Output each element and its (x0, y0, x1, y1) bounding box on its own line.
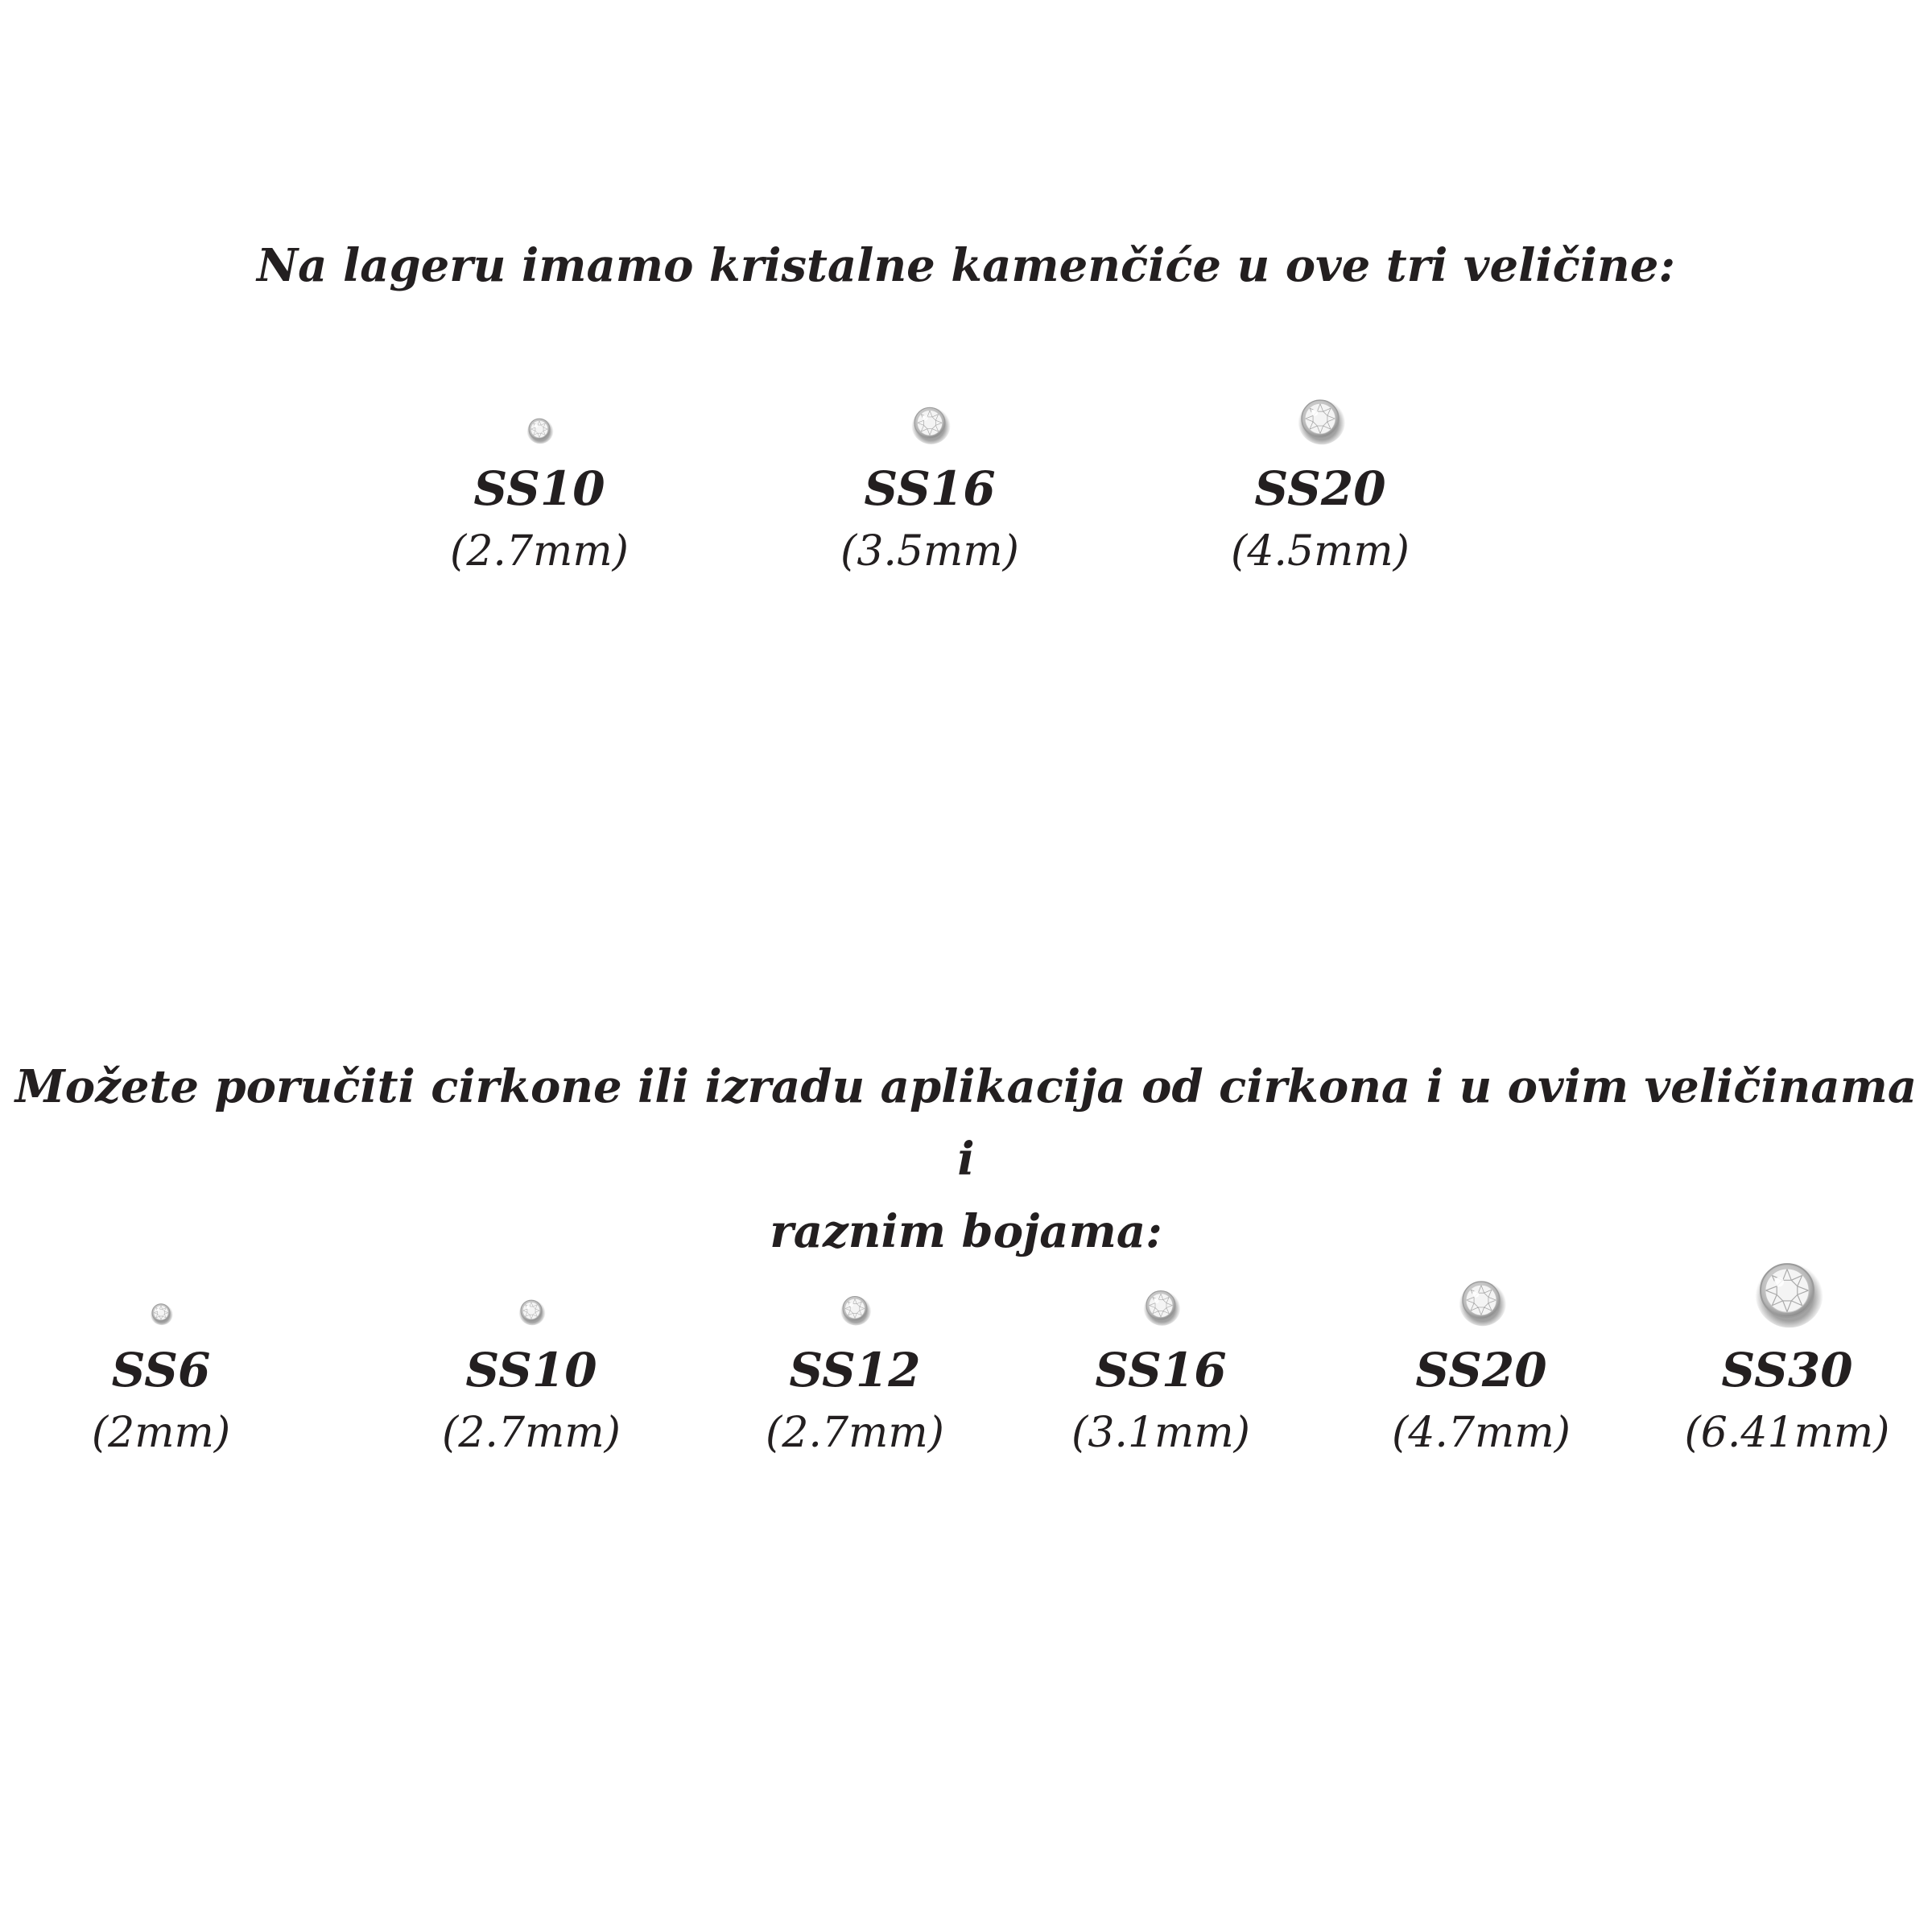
item-code: SS20 (1415, 1343, 1547, 1397)
crystal-rhinestone-icon (146, 1298, 175, 1327)
order-item-ss12 (710, 1220, 1000, 1461)
item-code: SS10 (465, 1343, 597, 1397)
item-code: SS6 (111, 1343, 211, 1397)
item-code: SS20 (1254, 461, 1386, 516)
item-size: (4.5mm) (1231, 527, 1410, 576)
order-item-ss10 (386, 1220, 676, 1461)
order-item-ss30 (1642, 1220, 1932, 1461)
order-heading-line1: Možete poručiti cirkone ili izradu aplikacija od cirkona i u ovim veličinama i (14, 1060, 1918, 1186)
item-size: (6.41mm) (1684, 1409, 1890, 1457)
crystal-rhinestone-icon (1136, 1281, 1185, 1330)
stock-item-ss16 (785, 338, 1075, 580)
crystal-rhinestone-icon (835, 1288, 876, 1329)
crystal-rhinestone-icon (1450, 1269, 1513, 1331)
item-size: (2.7mm) (442, 1409, 621, 1457)
crystal-rhinestone-icon (1289, 387, 1352, 450)
item-code: SS16 (864, 461, 996, 516)
item-size: (2.7mm) (450, 527, 629, 576)
order-heading-line2: raznim bojama: (770, 1205, 1162, 1258)
item-code: SS16 (1095, 1343, 1227, 1397)
order-item-ss20 (1336, 1220, 1626, 1461)
item-code: SS10 (473, 461, 605, 516)
item-size: (2.7mm) (766, 1409, 944, 1457)
order-item-ss16 (1016, 1220, 1306, 1461)
stock-item-ss10 (394, 338, 684, 580)
item-size: (2mm) (91, 1409, 231, 1457)
item-size: (4.7mm) (1392, 1409, 1571, 1457)
crystal-rhinestone-icon (514, 1293, 549, 1328)
item-code: SS12 (789, 1343, 921, 1397)
crystal-rhinestone-icon (1742, 1245, 1832, 1335)
item-code: SS30 (1721, 1343, 1853, 1397)
stock-heading: Na lageru imamo kristalne kamenčiće u ove tri veličine: (256, 239, 1676, 292)
item-size: (3.5mm) (840, 527, 1019, 576)
crystal-rhinestone-icon (904, 397, 956, 449)
item-size: (3.1mm) (1071, 1409, 1250, 1457)
crystal-rhinestone-icon (522, 411, 557, 447)
stock-item-ss20 (1175, 338, 1465, 580)
order-item-ss6 (16, 1220, 306, 1461)
